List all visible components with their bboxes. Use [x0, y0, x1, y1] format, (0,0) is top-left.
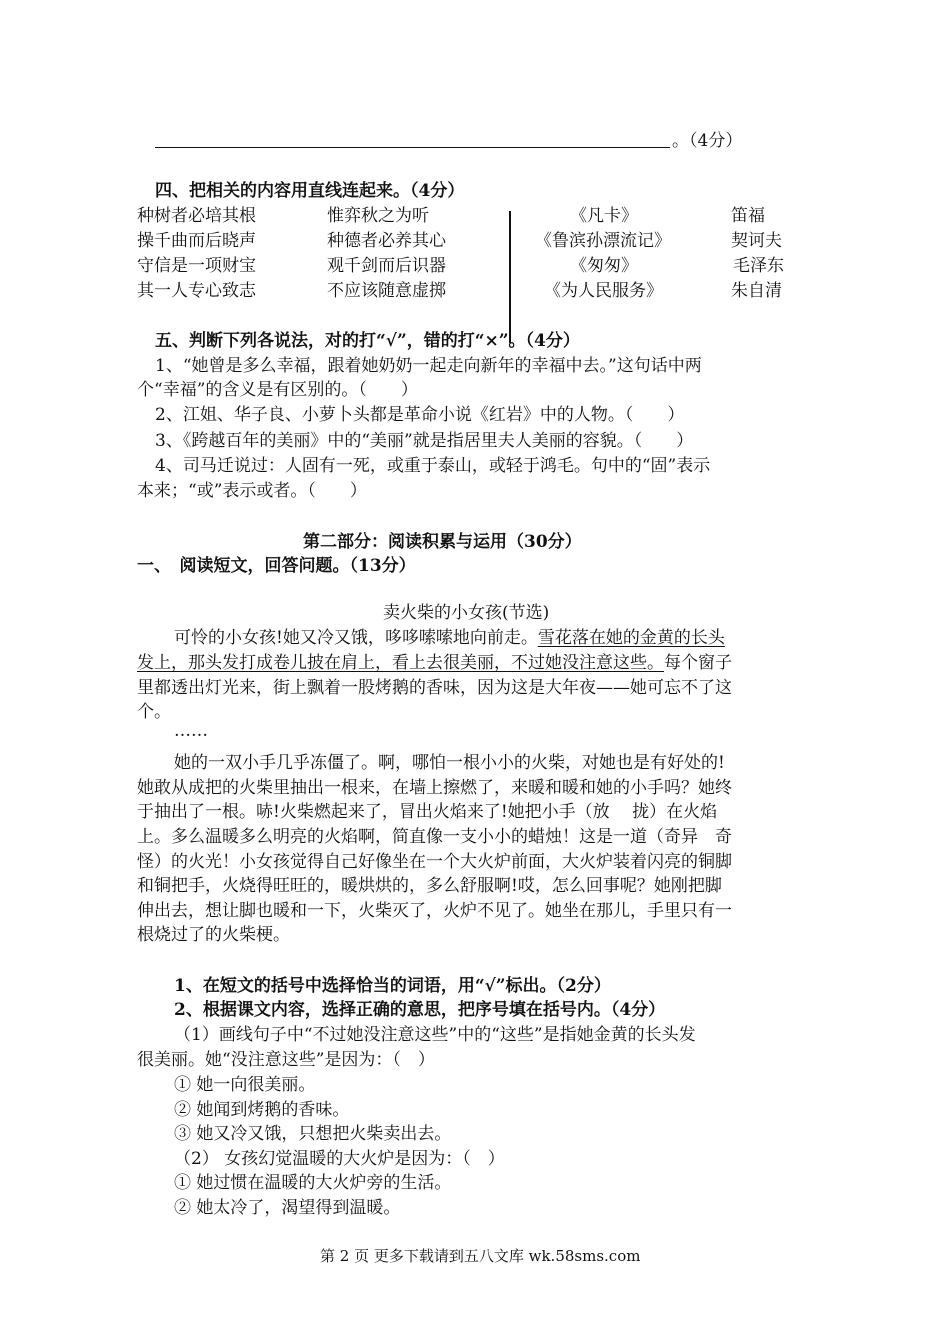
story-line: 根烧过了的火柴梗。 [137, 925, 290, 945]
option: ② 她太冷了，渴望得到温暖。 [174, 1198, 401, 1218]
col3-item: 《鲁滨孙漂流记》 [535, 231, 671, 251]
story-text: 可怜的小女孩!她又冷又饿，哆哆嗦嗦地向前走。 [174, 628, 538, 648]
story-line: 于抽出了一根。哧!火柴燃起来了，冒出火焰来了!她把小手（放 拢）在火焰 [137, 802, 718, 822]
col1-item: 守信是一项财宝 [137, 256, 256, 276]
col4-item: 朱自清 [731, 281, 782, 301]
story-line: 她敢从成把的火柴里抽出一根来，在墙上擦燃了，来暖和暖和她的小手吗？她终 [137, 778, 732, 798]
section4-heading: 四、把相关的内容用直线连起来。（4分） [155, 181, 465, 201]
judge-line: 3、《跨越百年的美丽》中的“美丽”就是指居里夫人美丽的容貌。（ ） [155, 431, 694, 451]
col2-item: 不应该随意虚掷 [327, 281, 446, 301]
question-2-1: （1）画线句子中“不过她没注意这些”中的“这些”是指她金黄的长头发 [174, 1025, 696, 1045]
option: ② 她闻到烤鹅的香味。 [174, 1100, 350, 1120]
underlined-sentence: 雪花落在她的金黄的长头 [537, 628, 725, 648]
judge-line: 个“幸福”的含义是有区别的。（ ） [137, 380, 418, 400]
col2-item: 观千剑而后识器 [327, 256, 446, 276]
col3-item: 《为人民服务》 [544, 281, 663, 301]
option: ① 她过惯在温暖的大火炉旁的生活。 [174, 1173, 452, 1193]
story-line: 怪）的火光！小女孩觉得自己好像坐在一个大火炉前面，大火炉装着闪亮的铜脚 [137, 852, 732, 872]
option: ③ 她又冷又饿，只想把火柴卖出去。 [174, 1124, 452, 1144]
col2-item: 种德者必养其心 [327, 231, 446, 251]
page-footer: 第 2 页 更多下载请到五八文库 wk.58sms.com [320, 1247, 641, 1265]
underlined-sentence: 发上，那头发打成卷儿披在肩上，看上去很美丽，不过她没注意这些。 [137, 653, 664, 673]
story-line: 个。 [137, 702, 171, 722]
col4-item: 毛泽东 [733, 256, 784, 276]
col4-item: 笛福 [731, 206, 765, 226]
part2-q1: 一、 阅读短文，回答问题。（13分） [137, 556, 416, 576]
question-2-2: （2） 女孩幻觉温暖的大火炉是因为：（ ） [174, 1149, 505, 1169]
divider-line [509, 211, 511, 343]
col2-item: 惟弈秋之为听 [327, 206, 429, 226]
story-line: 上。多么温暖多么明亮的火焰啊，简直像一支小小的蜡烛！这是一道（奇异 奇 [137, 827, 732, 847]
part2-title: 第二部分：阅读积累与运用（30分） [303, 532, 582, 552]
judge-line: 1、“她曾是多么幸福，跟着她奶奶一起走向新年的幸福中去。”这句话中两 [155, 356, 702, 376]
story-line: 她的一双小手几乎冻僵了。啊，哪怕一根小小的火柴，对她也是有好处的! [174, 753, 725, 773]
col3-item: 《匆匆》 [570, 256, 638, 276]
col1-item: 其一人专心致志 [137, 281, 256, 301]
judge-line: 2、江姐、华子良、小萝卜头都是革命小说《红岩》中的人物。（ ） [155, 405, 685, 425]
question-2-1-cont: 很美丽。她“没注意这些”是因为：（ ） [137, 1050, 435, 1070]
story-title: 卖火柴的小女孩(节选) [383, 603, 550, 623]
col4-item: 契诃夫 [731, 231, 782, 251]
col3-item: 《凡卡》 [570, 206, 638, 226]
col1-item: 操千曲而后晓声 [137, 231, 256, 251]
question-2: 2、根据课文内容，选择正确的意思，把序号填在括号内。（4分） [174, 1000, 666, 1020]
story-ellipsis: …… [174, 721, 208, 741]
col1-item: 种树者必培其根 [137, 206, 256, 226]
judge-line: 4、司马迁说过：人固有一死，或重于泰山，或轻于鸿毛。句中的“固”表示 [155, 456, 711, 476]
option: ① 她一向很美丽。 [174, 1075, 316, 1095]
story-line: 和铜把手，火烧得旺旺的，暖烘烘的，多么舒服啊!哎，怎么回事呢？她刚把脚 [137, 876, 722, 896]
story-line [174, 623, 725, 648]
score-label: 。（4分） [672, 131, 743, 151]
section5-heading: 五、判断下列各说法，对的打“√”，错的打“×”。（4分） [155, 331, 580, 351]
judge-line: 本来；“或”表示或者。（ ） [137, 481, 367, 501]
story-line: 伸出去，想让脚也暖和一下，火柴灭了，火炉不见了。她坐在那儿，手里只有一 [137, 901, 732, 921]
question-1: 1、在短文的括号中选择恰当的词语，用“√”标出。（2分） [174, 976, 611, 996]
story-line: 里都透出灯光来，街上飘着一股烤鹅的香味，因为这是大年夜——她可忘不了这 [137, 678, 732, 698]
story-text: 每个窗子 [664, 653, 732, 673]
story-line [137, 648, 732, 673]
answer-line [155, 147, 670, 148]
